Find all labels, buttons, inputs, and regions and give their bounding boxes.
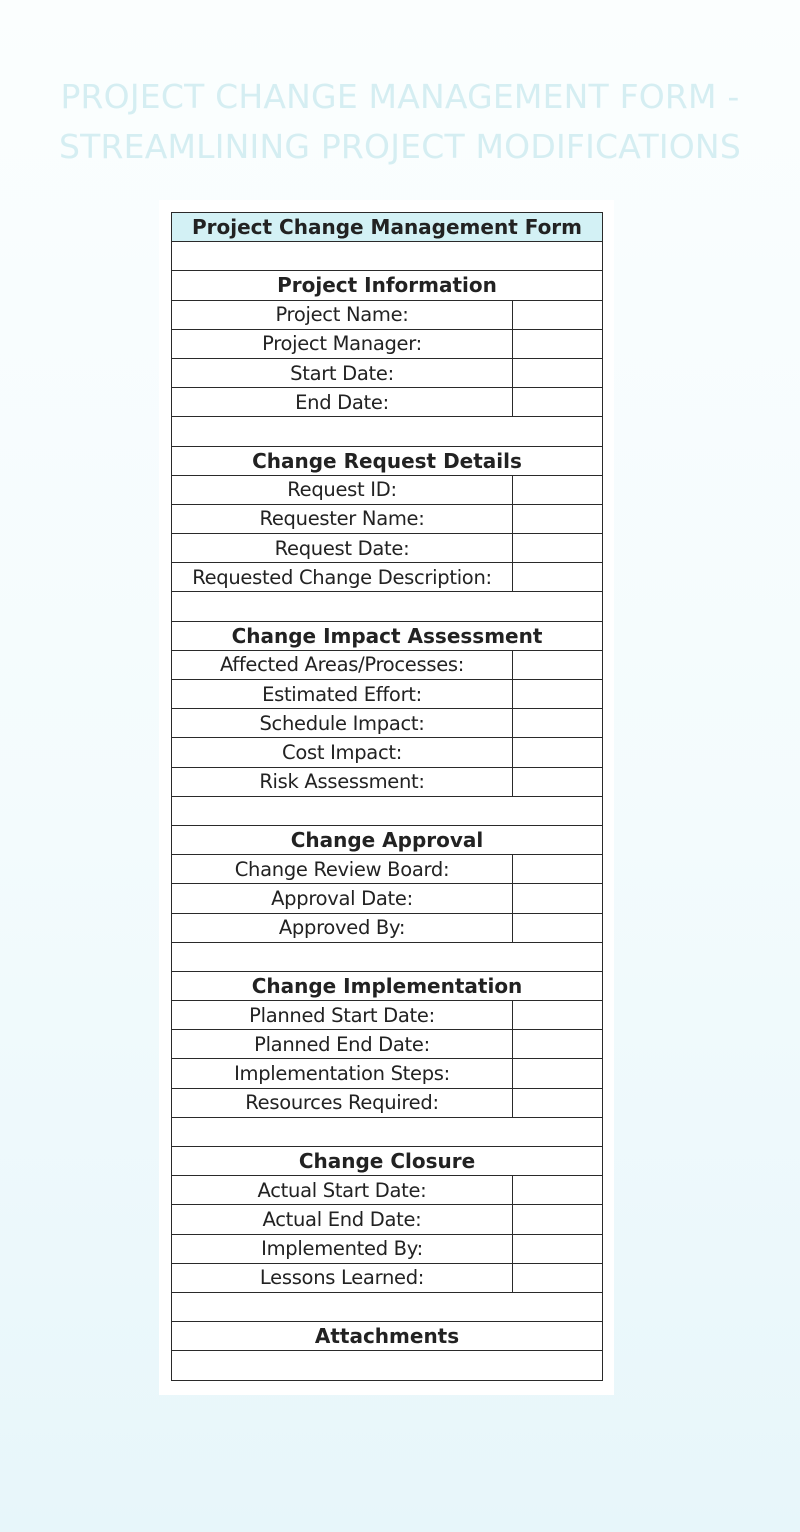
field-label-schedule-impact: Schedule Impact: [172,709,513,738]
field-row-estimated-effort [172,680,603,709]
field-row-schedule-impact [172,709,603,738]
blank-cell [172,592,603,621]
section-row-change-implementation [172,971,603,1000]
blank-row [172,942,603,971]
field-row-project-name [172,300,603,329]
field-label-end-date: End Date: [172,388,513,417]
field-label-actual-end-date: Actual End Date: [172,1205,513,1234]
section-heading-change-closure: Change Closure [172,1147,603,1176]
field-row-planned-start-date [172,1001,603,1030]
section-row-change-request-details [172,446,603,475]
field-value-start-date[interactable] [513,358,603,387]
change-management-form [171,212,603,1381]
form-body [172,213,603,1381]
field-row-change-review-board [172,855,603,884]
field-value-planned-start-date[interactable] [513,1001,603,1030]
section-row-change-closure [172,1147,603,1176]
field-label-affected-areas-processes: Affected Areas/Processes: [172,650,513,679]
field-row-requester-name [172,504,603,533]
field-value-approved-by[interactable] [513,913,603,942]
field-label-resources-required: Resources Required: [172,1088,513,1117]
field-row-requested-change-description [172,563,603,592]
field-label-implemented-by: Implemented By: [172,1234,513,1263]
field-label-project-name: Project Name: [172,300,513,329]
field-value-change-review-board[interactable] [513,855,603,884]
blank-row [172,592,603,621]
field-label-lessons-learned: Lessons Learned: [172,1263,513,1292]
field-value-project-name[interactable] [513,300,603,329]
field-label-risk-assessment: Risk Assessment: [172,767,513,796]
field-value-lessons-learned[interactable] [513,1263,603,1292]
field-row-implemented-by [172,1234,603,1263]
attachments-area-row [172,1351,603,1380]
field-value-risk-assessment[interactable] [513,767,603,796]
field-value-implementation-steps[interactable] [513,1059,603,1088]
field-row-planned-end-date [172,1030,603,1059]
field-value-end-date[interactable] [513,388,603,417]
blank-cell [172,942,603,971]
blank-cell [172,1292,603,1321]
field-label-change-review-board: Change Review Board: [172,855,513,884]
blank-cell [172,1117,603,1146]
field-row-actual-end-date [172,1205,603,1234]
blank-row [172,796,603,825]
field-label-requester-name: Requester Name: [172,504,513,533]
field-row-request-date [172,534,603,563]
section-row-project-information [172,271,603,300]
banner-line-2: STREAMLINING PROJECT MODIFICATIONS [59,127,741,166]
field-row-approved-by [172,913,603,942]
field-row-implementation-steps [172,1059,603,1088]
field-value-request-date[interactable] [513,534,603,563]
field-value-actual-end-date[interactable] [513,1205,603,1234]
field-value-resources-required[interactable] [513,1088,603,1117]
field-row-end-date [172,388,603,417]
field-row-project-manager [172,329,603,358]
field-label-request-id: Request ID: [172,475,513,504]
section-heading-change-impact-assessment: Change Impact Assessment [172,621,603,650]
field-value-actual-start-date[interactable] [513,1176,603,1205]
field-value-request-id[interactable] [513,475,603,504]
section-heading-attachments: Attachments [172,1322,603,1351]
blank-cell [172,796,603,825]
field-value-cost-impact[interactable] [513,738,603,767]
field-label-planned-start-date: Planned Start Date: [172,1001,513,1030]
field-row-cost-impact [172,738,603,767]
field-label-actual-start-date: Actual Start Date: [172,1176,513,1205]
section-heading-project-information: Project Information [172,271,603,300]
blank-row [172,1292,603,1321]
field-row-actual-start-date [172,1176,603,1205]
blank-cell [172,417,603,446]
field-label-project-manager: Project Manager: [172,329,513,358]
section-row-change-approval [172,825,603,854]
section-heading-change-request-details: Change Request Details [172,446,603,475]
field-label-implementation-steps: Implementation Steps: [172,1059,513,1088]
field-row-resources-required [172,1088,603,1117]
field-label-cost-impact: Cost Impact: [172,738,513,767]
field-value-affected-areas-processes[interactable] [513,650,603,679]
form-title: Project Change Management Form [172,213,603,242]
field-value-project-manager[interactable] [513,329,603,358]
section-heading-change-implementation: Change Implementation [172,971,603,1000]
field-row-start-date [172,358,603,387]
field-row-risk-assessment [172,767,603,796]
field-value-estimated-effort[interactable] [513,680,603,709]
field-value-schedule-impact[interactable] [513,709,603,738]
section-heading-change-approval: Change Approval [172,825,603,854]
section-row-change-impact-assessment [172,621,603,650]
blank-row [172,1117,603,1146]
attachments-area[interactable] [172,1351,603,1380]
blank-row [172,417,603,446]
field-value-implemented-by[interactable] [513,1234,603,1263]
field-label-planned-end-date: Planned End Date: [172,1030,513,1059]
banner-line-1: PROJECT CHANGE MANAGEMENT FORM - [60,77,740,116]
field-value-requested-change-description[interactable] [513,563,603,592]
blank-cell [172,242,603,271]
page-banner [0,72,800,172]
field-label-approved-by: Approved By: [172,913,513,942]
field-value-planned-end-date[interactable] [513,1030,603,1059]
form-title-row [172,213,603,242]
field-row-lessons-learned [172,1263,603,1292]
field-row-request-id [172,475,603,504]
field-label-requested-change-description: Requested Change Description: [172,563,513,592]
field-row-affected-areas-processes [172,650,603,679]
field-value-requester-name[interactable] [513,504,603,533]
field-label-estimated-effort: Estimated Effort: [172,680,513,709]
field-label-start-date: Start Date: [172,358,513,387]
field-label-approval-date: Approval Date: [172,884,513,913]
section-row-attachments [172,1322,603,1351]
field-row-approval-date [172,884,603,913]
field-value-approval-date[interactable] [513,884,603,913]
field-label-request-date: Request Date: [172,534,513,563]
blank-row [172,242,603,271]
